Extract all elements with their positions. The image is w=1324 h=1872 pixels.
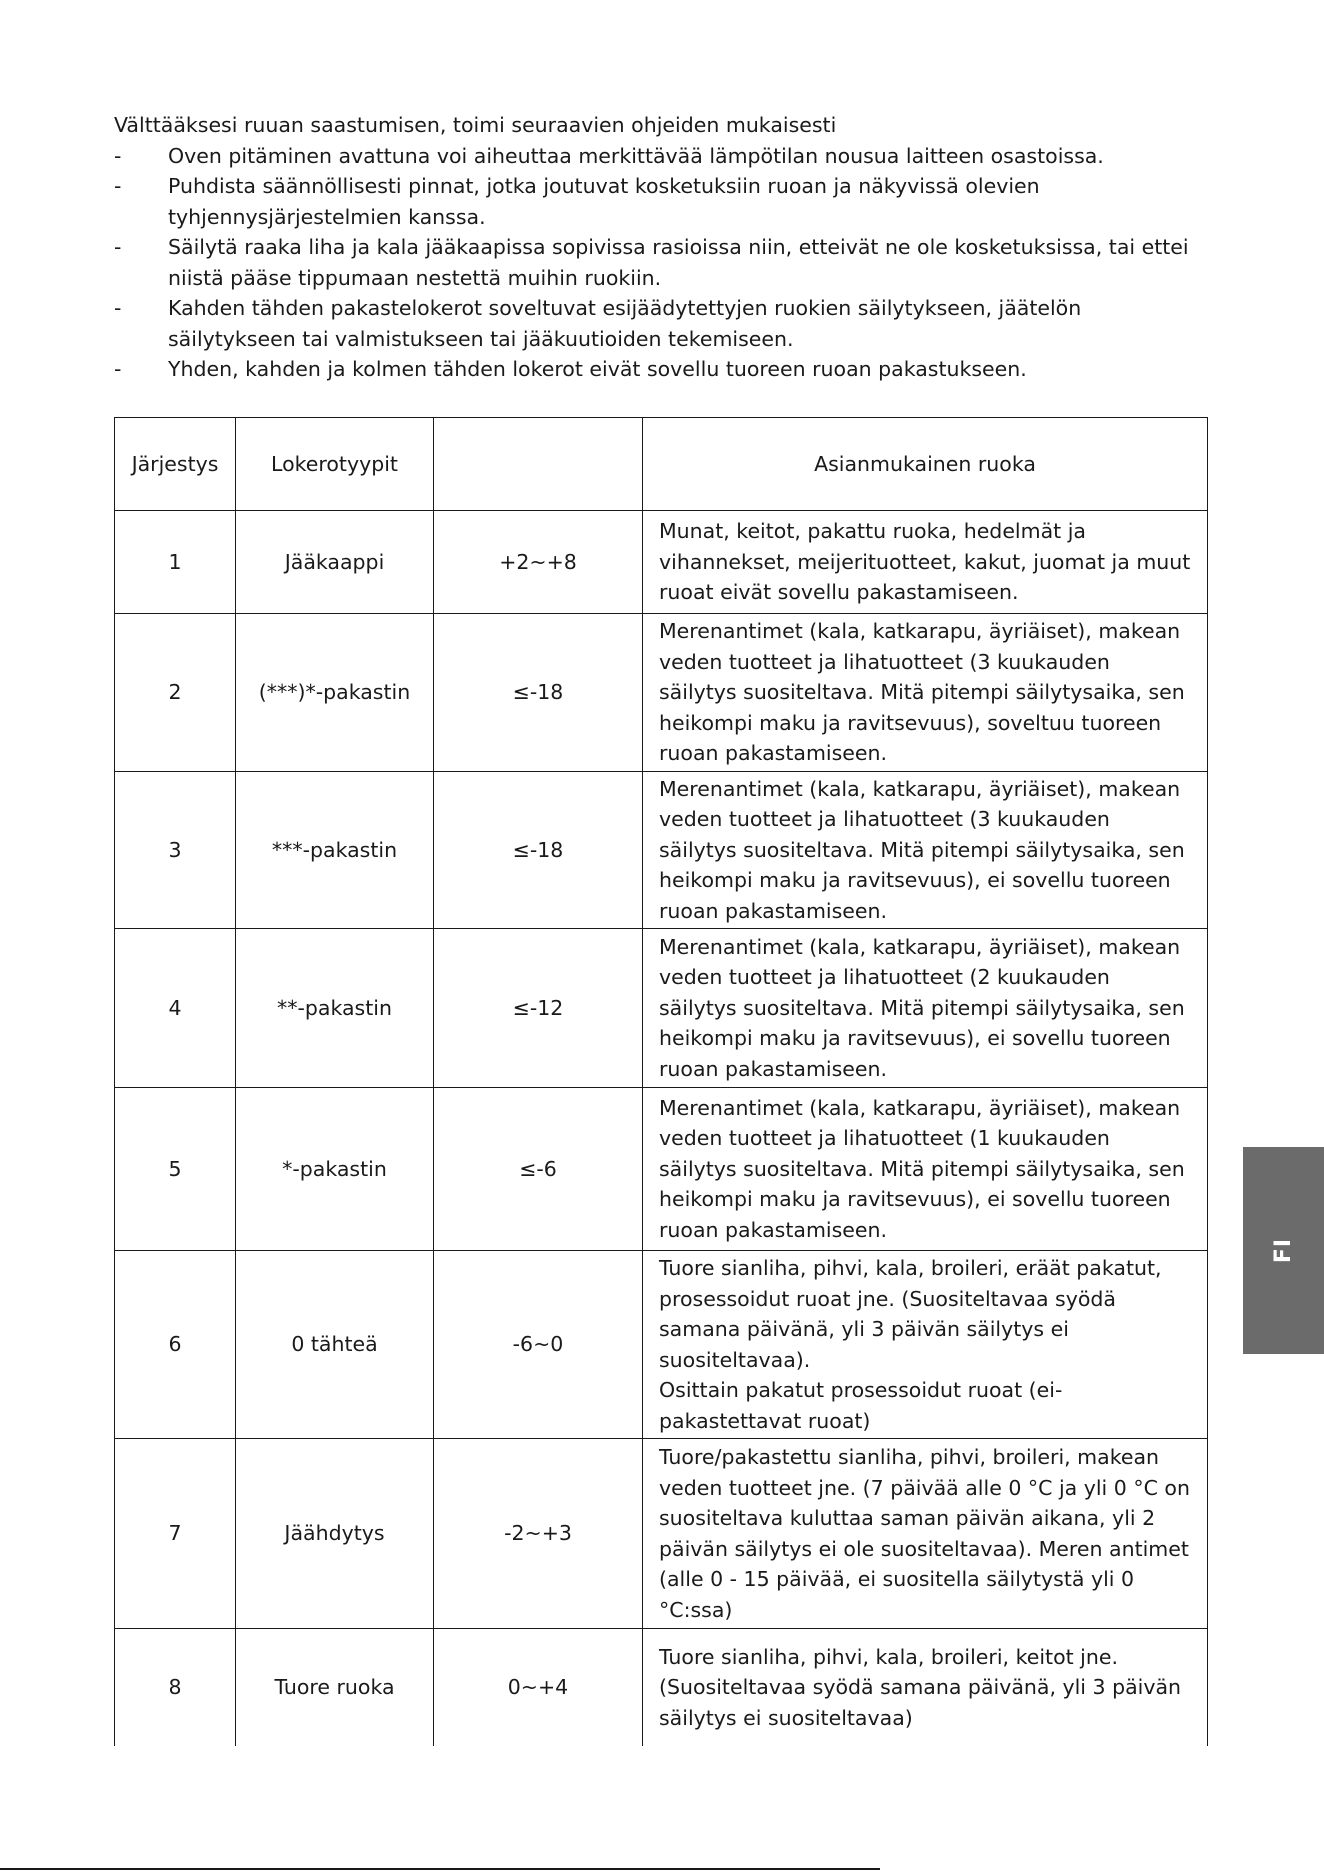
bullet-item	[114, 141, 1214, 172]
language-tab	[1243, 1147, 1324, 1354]
cell-food: Merenantimet (kala, katkarapu, äyriäiset), makean veden tuotteet ja lihatuotteet (1 kuukauden säilytys suositeltava. Mitä pitempi säilytysaika, sen heikompi maku ja ravitsevuus), ei sovellu tuoreen ruoan pakastamiseen.	[643, 1088, 1208, 1251]
header-food: Asianmukainen ruoka	[643, 418, 1208, 511]
cell-food: Merenantimet (kala, katkarapu, äyriäiset), makean veden tuotteet ja lihatuotteet (3 kuukauden säilytys suositeltava. Mitä pitempi säilytysaika, sen heikompi maku ja ravitsevuus), ei sovellu tuoreen ruoan pakastamiseen.	[643, 771, 1208, 929]
table-header-row	[115, 418, 1208, 511]
table-row	[115, 511, 1208, 614]
bullet-marker: -	[114, 235, 122, 259]
bullet-marker: -	[114, 296, 122, 320]
cell-food: Merenantimet (kala, katkarapu, äyriäiset), makean veden tuotteet ja lihatuotteet (3 kuukauden säilytys suositeltava. Mitä pitempi säilytysaika, sen heikompi maku ja ravitsevuus), soveltuu tuoreen ruoan pakastamiseen.	[643, 614, 1208, 772]
cell-type: Tuore ruoka	[236, 1629, 434, 1746]
cell-type: **-pakastin	[236, 929, 434, 1088]
language-tab-label: FI	[1271, 1237, 1296, 1264]
cell-food: Munat, keitot, pakattu ruoka, hedelmät ja vihannekset, meijerituotteet, kakut, juomat ja muut ruoat eivät sovellu pakastamiseen.	[643, 511, 1208, 614]
bullet-item	[114, 293, 1214, 354]
footer-divider	[0, 1868, 880, 1870]
cell-type: Jäähdytys	[236, 1439, 434, 1629]
cell-temp: -2~+3	[434, 1439, 643, 1629]
storage-table	[114, 417, 1208, 1746]
cell-order: 4	[115, 929, 236, 1088]
food-text-secondary: Osittain pakatut prosessoidut ruoat (ei-pakastettavat ruoat)	[659, 1378, 1063, 1433]
table-row	[115, 614, 1208, 772]
bullet-item	[114, 354, 1214, 385]
bullet-text: Oven pitäminen avattuna voi aiheuttaa merkittävää lämpötilan nousua laitteen osastoissa.	[168, 143, 1104, 168]
cell-order: 3	[115, 771, 236, 929]
cell-temp: ≤-18	[434, 614, 643, 772]
bullet-marker: -	[114, 174, 122, 198]
intro-heading: Välttääksesi ruuan saastumisen, toimi seuraavien ohjeiden mukaisesti	[114, 113, 837, 137]
header-temp	[434, 418, 643, 511]
table-row	[115, 1439, 1208, 1629]
bullet-marker: -	[114, 357, 122, 381]
cell-order: 2	[115, 614, 236, 772]
cell-temp: -6~0	[434, 1251, 643, 1439]
table-row	[115, 771, 1208, 929]
cell-type: ***-pakastin	[236, 771, 434, 929]
cell-order: 6	[115, 1251, 236, 1439]
bullet-text: Yhden, kahden ja kolmen tähden lokerot eivät sovellu tuoreen ruoan pakastukseen.	[168, 357, 1027, 381]
intro-section	[114, 110, 1214, 385]
bullet-item	[114, 171, 1214, 232]
cell-type: (***)*-pakastin	[236, 614, 434, 772]
table-row	[115, 929, 1208, 1088]
cell-food: Tuore/pakastettu sianliha, pihvi, broileri, makean veden tuotteet jne. (7 päivää alle 0 °C ja yli 0 °C on suositeltava kuluttaa saman päivän aikana, yli 2 päivän säilytys ei ole suositeltavaa). Meren antimet (alle 0 - 15 päivää, ei suositella säilytystä yli 0 °C:ssa)	[643, 1439, 1208, 1629]
header-type: Lokerotyypit	[236, 418, 434, 511]
cell-temp: +2~+8	[434, 511, 643, 614]
bullet-text: Kahden tähden pakastelokerot soveltuvat esijäädytettyjen ruokien säilytykseen, jäätelön säilytykseen tai valmistukseen tai jääkuutioiden tekemiseen.	[168, 296, 1082, 351]
bullet-list	[114, 141, 1214, 385]
header-order: Järjestys	[115, 418, 236, 511]
cell-temp: ≤-12	[434, 929, 643, 1088]
cell-temp: ≤-18	[434, 771, 643, 929]
cell-food	[643, 1251, 1208, 1439]
cell-food: Merenantimet (kala, katkarapu, äyriäiset), makean veden tuotteet ja lihatuotteet (2 kuukauden säilytys suositeltava. Mitä pitempi säilytysaika, sen heikompi maku ja ravitsevuus), ei sovellu tuoreen ruoan pakastamiseen.	[643, 929, 1208, 1088]
cell-order: 1	[115, 511, 236, 614]
bullet-text: Säilytä raaka liha ja kala jääkaapissa sopivissa rasioissa niin, etteivät ne ole kosketuksissa, tai ettei niistä pääse tippumaan nestettä muihin ruokiin.	[168, 235, 1189, 290]
cell-order: 8	[115, 1629, 236, 1746]
table-row	[115, 1251, 1208, 1439]
bullet-marker: -	[114, 143, 122, 168]
table-row	[115, 1088, 1208, 1251]
cell-order: 5	[115, 1088, 236, 1251]
cell-type: 0 tähteä	[236, 1251, 434, 1439]
cell-order: 7	[115, 1439, 236, 1629]
cell-temp: 0~+4	[434, 1629, 643, 1746]
cell-temp: ≤-6	[434, 1088, 643, 1251]
cell-type: Jääkaappi	[236, 511, 434, 614]
cell-type: *-pakastin	[236, 1088, 434, 1251]
food-text: Tuore sianliha, pihvi, kala, broileri, eräät pakatut, prosessoidut ruoat jne. (Suositeltavaa syödä samana päivänä, yli 3 päivän säilytys ei suositeltavaa).	[659, 1256, 1162, 1372]
bullet-text: Puhdista säännöllisesti pinnat, jotka joutuvat kosketuksiin ruoan ja näkyvissä olevien tyhjennysjärjestelmien kanssa.	[168, 174, 1040, 229]
bullet-item	[114, 232, 1214, 293]
cell-food: Tuore sianliha, pihvi, kala, broileri, keitot jne. (Suositeltavaa syödä samana päivänä, yli 3 päivän säilytys ei suositeltavaa)	[643, 1629, 1208, 1746]
table-row	[115, 1629, 1208, 1746]
